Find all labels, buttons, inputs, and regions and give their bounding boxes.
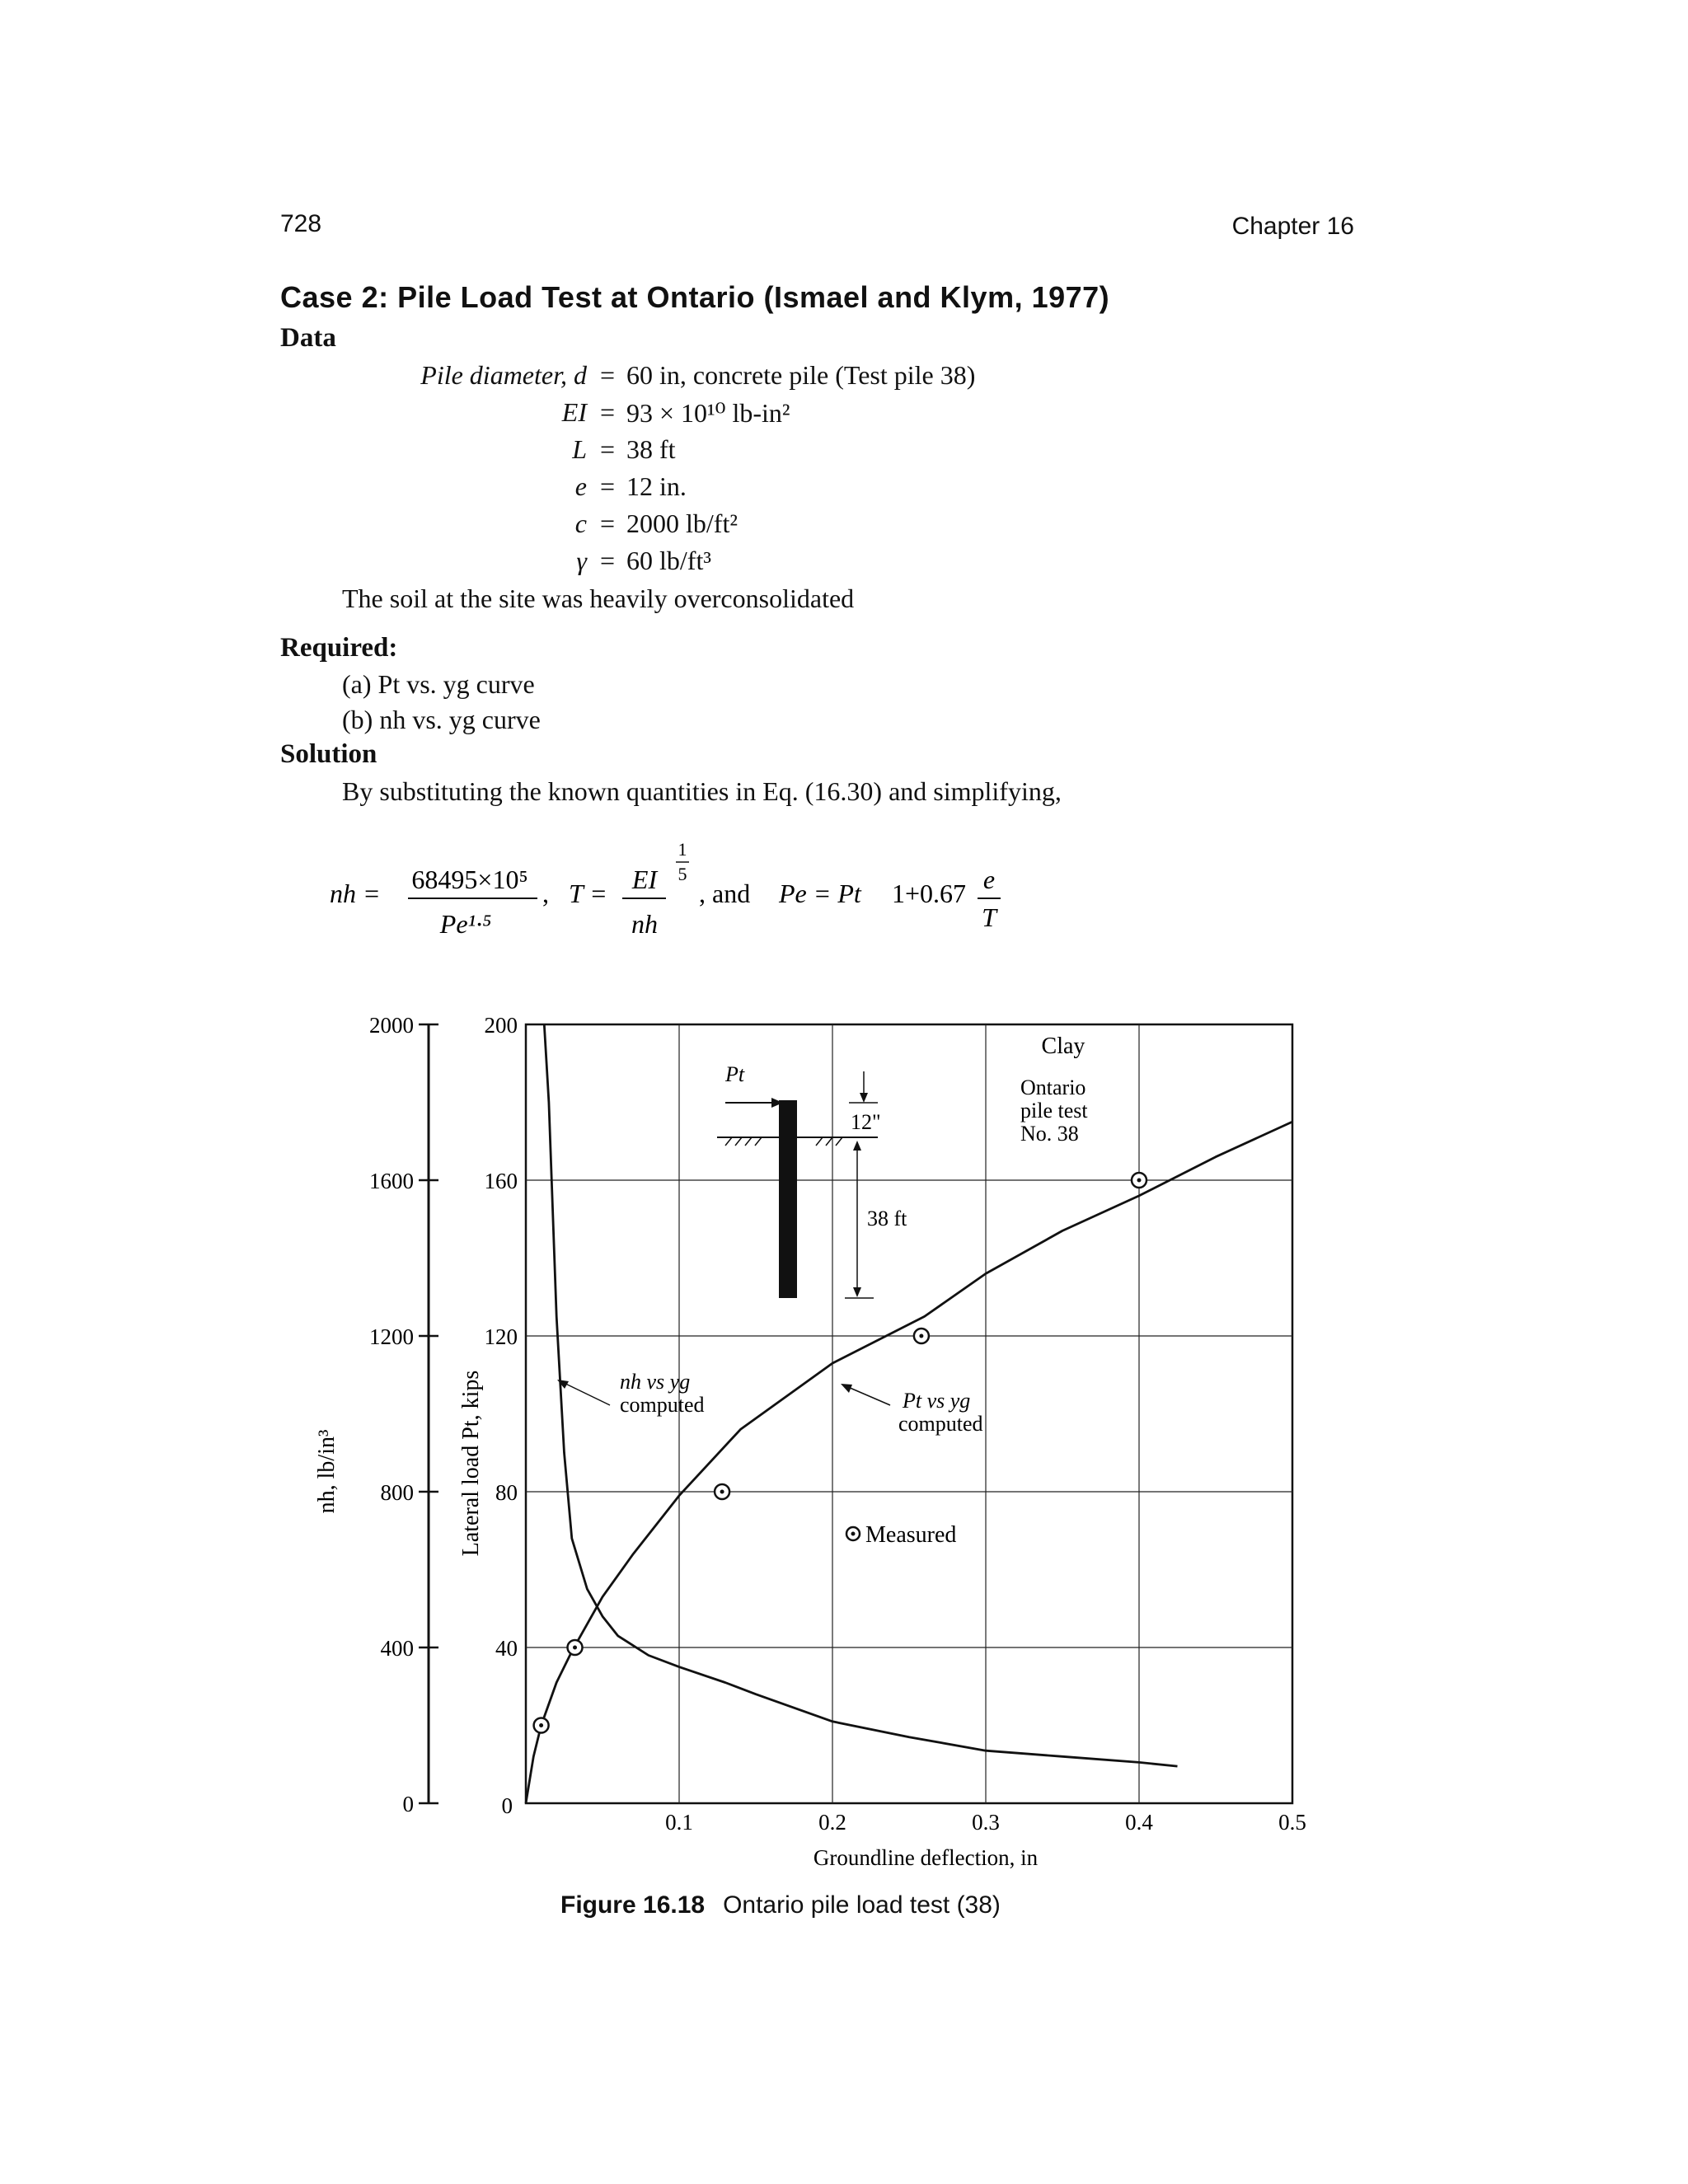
series-nh-curve [544, 1024, 1177, 1766]
x-tick-label: 0.5 [1278, 1810, 1306, 1835]
x-axis-label: Groundline deflection, in [813, 1845, 1039, 1870]
legend-site-line-3: No. 38 [1020, 1122, 1079, 1146]
y-tick-label: 160 [484, 1169, 518, 1193]
data-equals: = [599, 360, 616, 390]
series-pt-curve [526, 1122, 1292, 1803]
y2-tick-label: 2000 [369, 1013, 414, 1038]
annotation-pt-leader [842, 1385, 890, 1405]
chart-axes [314, 1013, 1306, 1870]
figure-caption-text: Ontario pile load test (38) [723, 1891, 1001, 1919]
inset-arrowhead [860, 1093, 868, 1103]
data-value: 2000 lb/ft² [626, 509, 738, 538]
data-label: EI [561, 397, 587, 427]
eq-t-denominator: nh [631, 909, 658, 939]
y-tick-label: 200 [484, 1013, 518, 1038]
x-tick-label: 0.3 [972, 1810, 1000, 1835]
eq-nh-numerator: 68495×10⁵ [411, 865, 528, 894]
y2-tick-label: 1600 [369, 1169, 414, 1193]
case-title: Case 2: Pile Load Test at Ontario (Ismael and Klym, 1977) [280, 280, 1110, 314]
annotation-nh-leader [559, 1380, 610, 1405]
chart-legend [846, 1033, 1088, 1548]
data-value: 38 ft [626, 434, 676, 464]
annotation-arrowhead [841, 1384, 852, 1393]
eq-and: , and [699, 879, 751, 908]
inset-load-label: Pt [725, 1062, 745, 1086]
eq-t-numerator: EI [631, 865, 658, 894]
inset-ground-hatch [725, 1137, 842, 1146]
legend-measured-marker [846, 1527, 860, 1540]
measured-point-dot [919, 1334, 923, 1338]
data-equals: = [599, 434, 616, 464]
eq-t-lhs: T = [569, 879, 607, 908]
data-value: 93 × 10¹⁰ lb-in² [626, 398, 790, 428]
data-label: c [574, 509, 587, 538]
data-value: 12 in. [626, 471, 687, 501]
required-heading: Required: [280, 633, 398, 663]
measured-point-dot [720, 1490, 724, 1494]
measured-point [715, 1484, 729, 1499]
y-tick-label: 0 [501, 1793, 513, 1818]
y2-tick-label: 1200 [369, 1324, 414, 1349]
data-heading: Data [280, 323, 336, 353]
page-number: 728 [280, 210, 322, 237]
figure-number: Figure 16.18 [560, 1891, 706, 1919]
eq-nh-denominator: Pe¹·⁵ [439, 909, 492, 939]
equation [330, 832, 1071, 964]
pile-inset-diagram [717, 1062, 907, 1298]
data-equals: = [599, 471, 616, 501]
annotation-nh-line-2: computed [620, 1393, 705, 1417]
measured-point [1132, 1173, 1146, 1188]
solution-heading: Solution [280, 739, 377, 769]
data-equals: = [599, 397, 616, 427]
measured-point-dot [1137, 1179, 1142, 1183]
required-item-a: (a) Pt vs. yg curve [342, 669, 535, 699]
figure-caption [560, 1891, 1001, 1919]
eq-comma: , [542, 879, 549, 908]
inset-ecc-label: 12" [851, 1110, 881, 1134]
chart-grid [526, 1024, 1292, 1803]
legend-measured: Measured [865, 1522, 957, 1548]
data-equals: = [599, 546, 616, 575]
y2-axis-label: nh, lb/in³ [314, 1429, 340, 1514]
required-item-b: (b) nh vs. yg curve [342, 705, 541, 734]
eq-pe-numerator: e [982, 865, 996, 894]
eq-pe-lhs: Pe = Pt [779, 879, 861, 908]
chart-marks [534, 1173, 1146, 1733]
legend-site-line-1: Ontario [1020, 1076, 1086, 1099]
plot-frame [526, 1024, 1292, 1803]
data-equals: = [599, 509, 616, 538]
x-tick-label: 0.1 [665, 1810, 693, 1835]
chart-series [526, 1024, 1292, 1803]
data-value: 60 lb/ft³ [626, 546, 711, 575]
eq-t-exp-num: 1 [678, 839, 687, 860]
inset-arrowhead [771, 1098, 783, 1108]
annotation-nh-line-1: nh vs yg [620, 1370, 691, 1394]
y-tick-label: 80 [495, 1480, 518, 1505]
eq-t-exp-den: 5 [678, 864, 687, 884]
inset-arrowhead [853, 1287, 861, 1297]
legend-site-line-2: pile test [1020, 1099, 1088, 1122]
soil-note: The soil at the site was heavily overconsolidated [342, 583, 855, 613]
chapter-label: Chapter 16 [1231, 213, 1354, 240]
y-tick-label: 120 [484, 1324, 518, 1349]
inset-arrowhead [853, 1141, 861, 1151]
eq-pe-rhs: 1+0.67 [892, 879, 967, 908]
data-value: 60 in, concrete pile (Test pile 38) [626, 360, 976, 390]
annotation-arrowhead [557, 1380, 569, 1389]
inset-length-label: 38 ft [867, 1207, 907, 1230]
y2-tick-label: 800 [380, 1480, 414, 1505]
y-axis-label: Lateral load Pt, kips [458, 1370, 484, 1557]
data-label: L [572, 434, 587, 464]
y2-tick-label: 400 [380, 1636, 414, 1661]
legend-clay: Clay [1041, 1033, 1085, 1059]
data-label: Pile diameter, d [420, 360, 587, 390]
measured-point-dot [539, 1723, 543, 1727]
annotation-pt-line-1: Pt vs yg [903, 1389, 971, 1413]
legend-measured-dot [851, 1532, 856, 1536]
y2-tick-label: 0 [402, 1792, 414, 1816]
eq-pe-denominator: T [982, 902, 996, 932]
annotation-pt-line-2: computed [898, 1412, 983, 1436]
measured-point [914, 1329, 929, 1343]
data-label: e [574, 471, 587, 501]
y-tick-label: 40 [495, 1636, 518, 1661]
solution-text: By substituting the known quantities in Eq. (16.30) and simplifying, [342, 776, 1062, 806]
inset-pile [779, 1100, 797, 1298]
eq-nh-lhs: nh = [330, 879, 381, 908]
measured-point [534, 1718, 549, 1733]
curve-annotations [557, 1370, 983, 1436]
data-label: γ [576, 546, 587, 575]
measured-point-dot [573, 1646, 577, 1650]
measured-point [568, 1640, 583, 1655]
x-tick-label: 0.4 [1125, 1810, 1153, 1835]
x-tick-label: 0.2 [818, 1810, 846, 1835]
